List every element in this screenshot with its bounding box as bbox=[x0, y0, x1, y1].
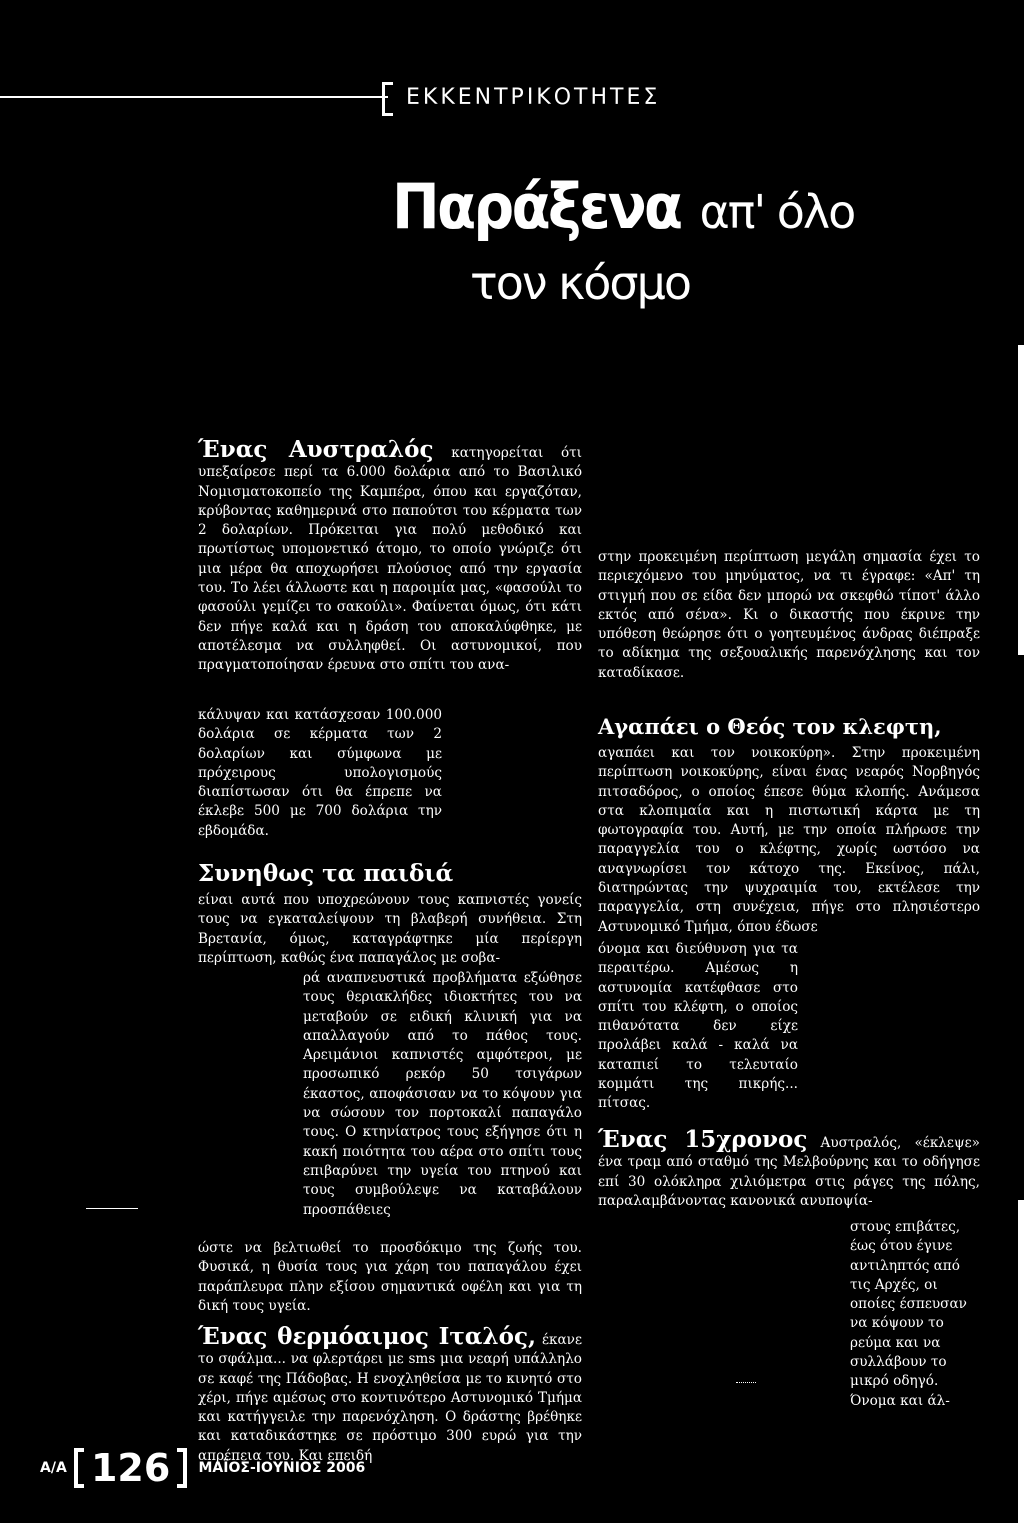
story1-block2 bbox=[198, 706, 442, 841]
title-bold: Παράξενα bbox=[392, 170, 681, 243]
story1-text2: κάλυψαν και κατάσχεσαν 100.000 δολάρια σε κέρματα των 2 δολαρίων και σύμφωνα με πρόχειρους υπολογισμούς διαπίστωσαν ότι θα έπρεπε να έκλεβε 500 με 700 δολάρια την εβδομάδα. bbox=[198, 707, 442, 839]
story1-lead: Ένας Αυστραλός bbox=[198, 436, 434, 463]
story2-block2 bbox=[303, 969, 582, 1220]
issue-date: ΜΑΪΟΣ-ΙΟΥΝΙΟΣ 2006 bbox=[198, 1460, 366, 1476]
section-bracket bbox=[382, 82, 393, 116]
decorative-dash bbox=[86, 1208, 138, 1209]
story3-heading: Ένας θερμόαιμος Ιταλός, bbox=[198, 1323, 536, 1350]
edge-mark-bottom bbox=[1018, 1200, 1024, 1523]
story2-text2: ρά αναπνευστικά προβλήματα εξώθησε τους θεριακλήδες ιδιοκτήτες του να μεταβούν σε ειδική κλινική για να απαλλαγούν από το πάθος τους. Αρειμάνιοι καπνιστές αμφότεροι, με προσωπικό ρεκόρ 50 τσιγάρων έκαστος, αποφάσισαν να το κόψουν για να σώσουν τον πορτοκαλί παπαγάλο τους. Ο κτηνίατρος τους εξήγησε ότι η κακή ποιότητα του αέρα στο σπίτι τους επιβαρύνει την υγεία του πτηνού και τους συμβούλεψε να καταβάλουν προσπάθειες bbox=[303, 970, 582, 1218]
story2-text1: είναι αυτά που υποχρεώνουν τους καπνιστές γονείς τους να εγκαταλείψουν τη βλαβερή συνήθεια. Στη Βρετανία, όμως, καταγράφτηκε μία περίεργη περίπτωση, καθώς ένα παπαγάλος με σοβα- bbox=[198, 892, 582, 966]
story4-block2 bbox=[598, 940, 798, 1114]
footer-bracket-left bbox=[74, 1448, 84, 1488]
story5-text2: στους επιβάτες, έως ότου έγινε αντιληπτός από τις Αρχές, οι οποίες έσπευσαν να κόψουν το ρεύμα και να συλλάβουν το μικρό οδηγό. Όνομα και άλ- bbox=[850, 1219, 967, 1409]
story2-block3 bbox=[198, 1239, 582, 1316]
story5-block2 bbox=[850, 1218, 980, 1411]
story4-heading: Αγαπάει ο Θεός τον κλεφτη, bbox=[598, 714, 942, 739]
story3-text2: στην προκειμένη περίπτωση μεγάλη σημασία έχει το περιεχόμενο του μηνύματος, να τι έγραφε: «Απ' τη στιγμή που σε είδα δεν μπορώ να σκεφθώ τίποτ' άλλο εκτός από σένα». Κι ο δικαστής που έκρινε την υπόθεση θεώρησε ότι ο γοητευμένος άνδρας διέπραξε το αδίκημα της σεξουαλικής παρενόχλησης και τον καταδίκασε. bbox=[598, 549, 980, 681]
title-line2: τον κόσμο bbox=[470, 256, 690, 310]
story3-block2 bbox=[598, 548, 980, 683]
edge-mark bbox=[1018, 345, 1024, 655]
page-number: 126 bbox=[90, 1446, 171, 1490]
story5-block bbox=[598, 1126, 980, 1211]
footer bbox=[40, 1446, 365, 1490]
story4-block bbox=[598, 744, 980, 937]
story3-text: έκανε το σφάλμα... να φλερτάρει με sms μια νεαρή υπάλληλο σε καφέ της Πάδοβας. Η ενοχληθείσα με το κινητό στο χέρι, πήγε αμέσως στο κοντινότερο Αστυνομικό Τμήμα και κατήγγειλε την παρενόχληση. Ο δράστης βρέθηκε και καταδικάστηκε σε πρόστιμο 300 ευρώ για την απρέπεια του. Και επειδή bbox=[198, 1332, 582, 1464]
story2-text3: ώστε να βελτιωθεί το προσδόκιμο της ζωής του. Φυσικά, η θυσία τους για χάρη του παπαγάλου έχει παράπλευρα πλην εξίσου σημαντικά οφέλη και για τη δική τους υγεία. bbox=[198, 1240, 582, 1314]
story1-block bbox=[198, 436, 583, 676]
story4-text2: όνομα και διεύθυνση για τα περαιτέρω. Αμέσως η αστυνομία κατέφθασε στο σπίτι του κλέφτη, ο οποίος πιθανότατα δεν είχε προλάβει καλά - καλά να καταπιεί το τελευταίο κομμάτι της πικρής... πίτσας. bbox=[598, 941, 798, 1112]
story2-block bbox=[198, 891, 582, 968]
page-title bbox=[392, 170, 854, 243]
story1-text1: κατηγορείται ότι υπεξαίρεσε περί τα 6.000 δολάρια από το Βασιλικό Νομισματοκοπείο της Καμπέρα, όπου και εργαζόταν, κρύβοντας καθημερινά στο παπούτσι του κέρματα των 2 δολαρίων. Πρόκειται για πολύ μεθοδικό και πρωτίστως υπομονετικό άτομο, το οποίο γνώριζε ότι μια μέρα θα αποχωρήσει πλούσιος από την εργασία του. Το λέει άλλωστε και η παροιμία μας, «φασούλι το φασούλι γεμίζει το σακούλι». Φαίνεται όμως, ότι κάτι δεν πήγε καλά και η δράση του αποκαλύφθηκε, με αποτέλεσμα να συλληφθεί. Οι αστυνομικοί, που πραγματοποίησαν έρευνα στο σπίτι του ανα- bbox=[198, 445, 583, 674]
story2-heading: Συνηθως τα παιδιά bbox=[198, 860, 454, 887]
section-label: ΕΚΚΕΝΤΡΙΚΟΤΗΤΕΣ bbox=[406, 85, 661, 110]
story5-text1: Αυστραλός, «έκλεψε» ένα τραμ από σταθμό της Μελβούρνης και το οδήγησε επί 30 ολόκληρα χιλιόμετρα στις ράγες της πόλης, παραλαμβάνοντας κανονικά ανυποψία- bbox=[598, 1135, 980, 1209]
footer-bracket-right bbox=[177, 1448, 187, 1488]
title-rest: απ' όλο bbox=[699, 185, 855, 239]
story5-lead: Ένας 15χρονος bbox=[598, 1126, 808, 1153]
header-rule bbox=[0, 96, 388, 98]
story4-text1: αγαπάει και τον νοικοκύρη». Στην προκειμένη περίπτωση νοικοκύρης, είναι ένας νεαρός Νορβηγός πιτσαδόρος, ο οποίος έπεσε θύμα κλοπής. Ανάμεσα στα κλοπιμαία και η πιστωτική κάρτα με τη φωτογραφία του. Αυτή, με την οποία πλήρωσε την παραγγελία του ο κλέφτης, χωρίς ωστόσο να αναγνωρίσει τον κάτοχο της. Εκείνος, πάλι, διατηρώντας την ψυχραιμία του, εκτέλεσε την παραγγελία, στη συνέχεια, πήγε στο πλησιέστερο Αστυνομικό Τμήμα, όπου έδωσε bbox=[598, 745, 980, 935]
footer-prefix: Α/Α bbox=[40, 1460, 67, 1476]
decorative-dots bbox=[736, 1382, 756, 1384]
